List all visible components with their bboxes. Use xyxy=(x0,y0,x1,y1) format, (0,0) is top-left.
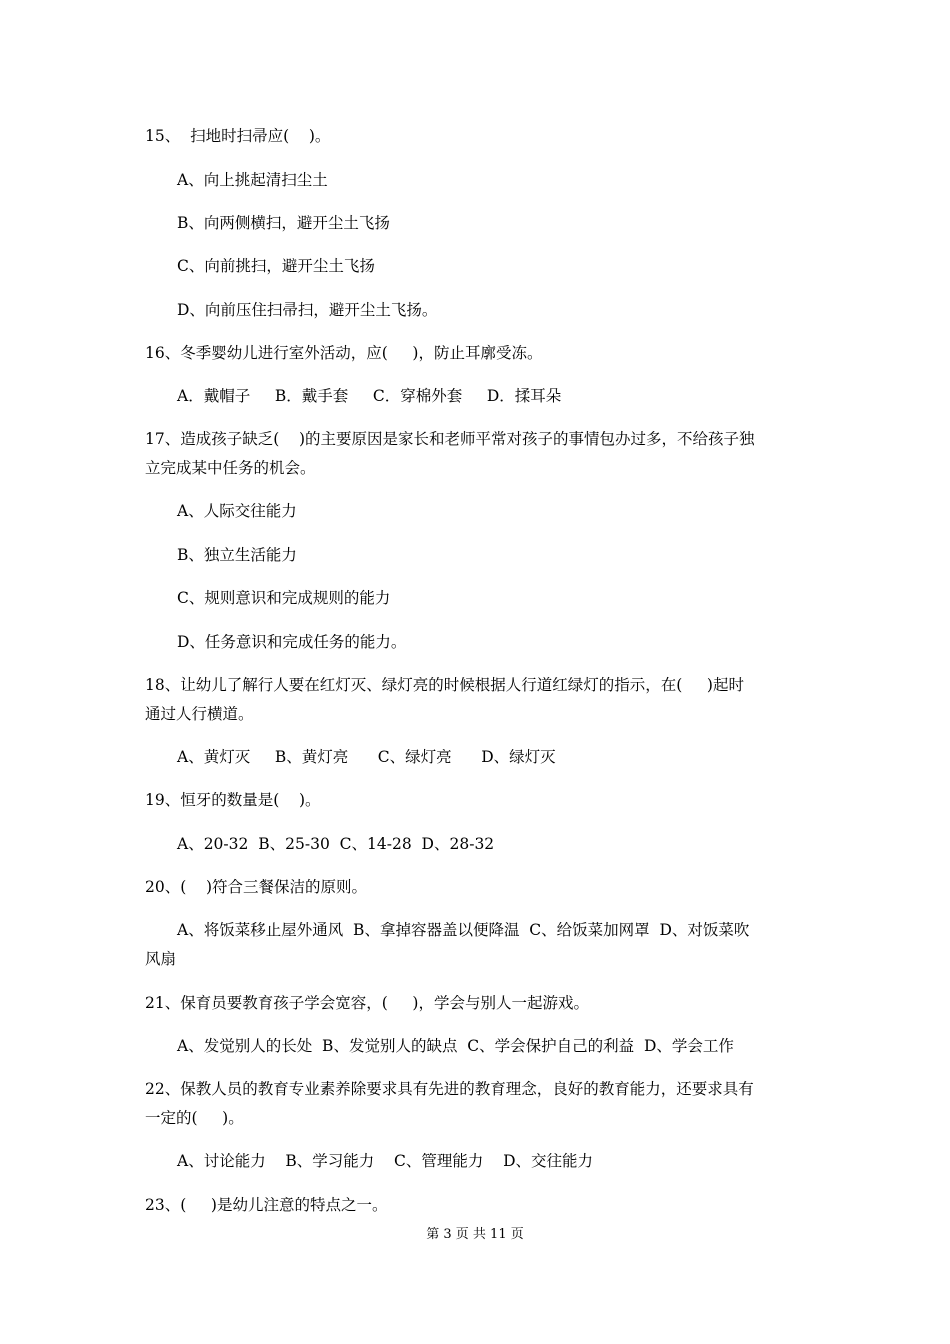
question-20-options-continuation: 风扇 xyxy=(145,950,177,968)
question-21-options: A、发觉别人的长处 B、发觉别人的缺点 C、学会保护自己的利益 D、学会工作 xyxy=(177,1037,734,1055)
question-15-option-d: D、向前压住扫帚扫，避开尘土飞扬。 xyxy=(177,301,438,319)
question-15-stem: 15、 扫地时扫帚应( )。 xyxy=(145,127,331,145)
question-22-stem-line-1: 22、保教人员的教育专业素养除要求具有先进的教育理念，良好的教育能力，还要求具有 xyxy=(145,1080,754,1098)
question-23-stem: 23、( )是幼儿注意的特点之一。 xyxy=(145,1196,388,1214)
question-22-options: A、讨论能力 B、学习能力 C、管理能力 D、交往能力 xyxy=(177,1152,593,1170)
question-16-options: A．戴帽子 B．戴手套 C．穿棉外套 D．揉耳朵 xyxy=(177,387,562,405)
question-17-option-a: A、人际交往能力 xyxy=(177,502,297,520)
question-19-stem: 19、恒牙的数量是( )。 xyxy=(145,791,321,809)
question-15-option-a: A、向上挑起清扫尘土 xyxy=(177,171,328,189)
question-17-stem-line-1: 17、造成孩子缺乏( )的主要原因是家长和老师平常对孩子的事情包办过多，不给孩子独 xyxy=(145,430,755,448)
question-17-option-b: B、独立生活能力 xyxy=(177,546,297,564)
question-17-stem-line-2: 立完成某中任务的机会。 xyxy=(145,459,316,477)
question-21-stem: 21、保育员要教育孩子学会宽容，( )，学会与别人一起游戏。 xyxy=(145,994,589,1012)
question-16-stem: 16、冬季婴幼儿进行室外活动，应( )，防止耳廓受冻。 xyxy=(145,344,543,362)
question-17-option-d: D、任务意识和完成任务的能力。 xyxy=(177,633,407,651)
page-number-footer: 第 3 页 共 11 页 xyxy=(426,1227,524,1242)
question-18-stem-line-1: 18、让幼儿了解行人要在红灯灭、绿灯亮的时候根据人行道红绿灯的指示，在( )起时 xyxy=(145,676,744,694)
question-20-stem: 20、( )符合三餐保洁的原则。 xyxy=(145,878,368,896)
question-15-option-c: C、向前挑扫，避开尘土飞扬 xyxy=(177,257,375,275)
question-18-stem-line-2: 通过人行横道。 xyxy=(145,705,254,723)
question-15-option-b: B、向两侧横扫，避开尘土飞扬 xyxy=(177,214,390,232)
question-18-options: A、黄灯灭 B、黄灯亮 C、绿灯亮 D、绿灯灭 xyxy=(177,748,556,766)
question-20-options: A、将饭菜移止屋外通风 B、拿掉容器盖以便降温 C、给饭菜加网罩 D、对饭菜吹 xyxy=(177,921,750,939)
question-19-options: A、20-32 B、25-30 C、14-28 D、28-32 xyxy=(177,835,495,853)
question-22-stem-line-2: 一定的( )。 xyxy=(145,1109,244,1127)
question-17-option-c: C、规则意识和完成规则的能力 xyxy=(177,589,391,607)
